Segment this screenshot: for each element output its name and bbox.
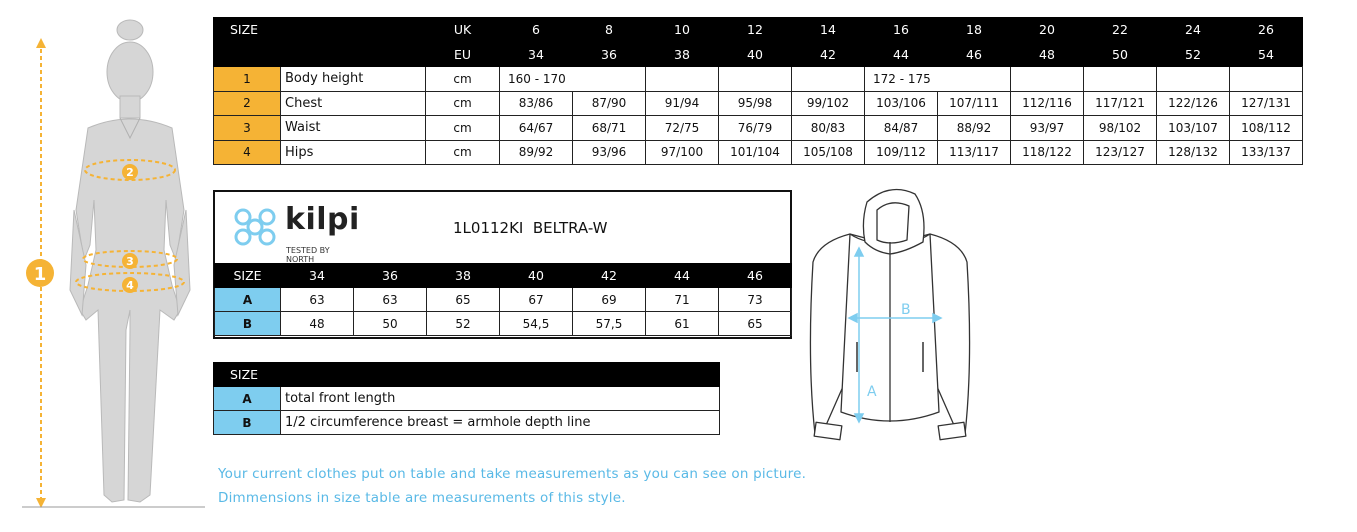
table-row bbox=[215, 312, 792, 336]
table-row bbox=[214, 116, 1303, 141]
table-row bbox=[214, 140, 1303, 165]
table-cell: 127/131 bbox=[1230, 91, 1303, 116]
table-cell: 93/97 bbox=[1011, 116, 1084, 141]
table-cell: 83/86 bbox=[500, 91, 573, 116]
legend-header: SIZE bbox=[214, 363, 281, 387]
table-row bbox=[215, 288, 792, 312]
table-cell: 48 bbox=[281, 312, 354, 336]
eu-size: 44 bbox=[865, 42, 938, 67]
row-label: Hips bbox=[281, 140, 426, 165]
instruction-note: Dimmensions in size table are measurements of this style. bbox=[218, 490, 626, 506]
table-cell: 54,5 bbox=[500, 312, 573, 336]
row-unit: cm bbox=[426, 91, 500, 116]
uk-label: UK bbox=[426, 18, 500, 43]
legend-text: 1/2 circumference breast = armhole depth line bbox=[281, 411, 720, 435]
row-unit: cm bbox=[426, 67, 500, 92]
row-number: 1 bbox=[214, 67, 281, 92]
table-cell: 67 bbox=[500, 288, 573, 312]
table-cell: 71 bbox=[646, 288, 719, 312]
row-label: Body height bbox=[281, 67, 426, 92]
uk-size: 16 bbox=[865, 18, 938, 43]
brand-tagline: TESTED BY NORTH bbox=[286, 246, 330, 264]
product-size: 42 bbox=[573, 264, 646, 288]
product-size: 34 bbox=[281, 264, 354, 288]
table-cell: 64/67 bbox=[500, 116, 573, 141]
table-cell: 97/100 bbox=[646, 140, 719, 165]
uk-size: 26 bbox=[1230, 18, 1303, 43]
size-table bbox=[213, 17, 1303, 165]
jacket-label-a: A bbox=[867, 384, 877, 400]
uk-size: 8 bbox=[573, 18, 646, 43]
row-label: A bbox=[215, 288, 281, 312]
table-cell: 123/127 bbox=[1084, 140, 1157, 165]
table-cell: 103/106 bbox=[865, 91, 938, 116]
table-cell: 99/102 bbox=[792, 91, 865, 116]
uk-size: 18 bbox=[938, 18, 1011, 43]
product-size-table bbox=[214, 263, 792, 336]
product-title bbox=[453, 219, 608, 237]
product-size: 36 bbox=[354, 264, 427, 288]
eu-size: 34 bbox=[500, 42, 573, 67]
table-cell: 52 bbox=[427, 312, 500, 336]
product-box bbox=[213, 190, 792, 339]
table-cell: 172 - 175 bbox=[865, 67, 1011, 92]
table-cell: 108/112 bbox=[1230, 116, 1303, 141]
table-cell: 91/94 bbox=[646, 91, 719, 116]
table-cell: 118/122 bbox=[1011, 140, 1084, 165]
table-cell: 103/107 bbox=[1157, 116, 1230, 141]
brand-logo bbox=[229, 202, 359, 262]
uk-size: 24 bbox=[1157, 18, 1230, 43]
uk-size: 6 bbox=[500, 18, 573, 43]
eu-size: 40 bbox=[719, 42, 792, 67]
jacket-diagram bbox=[805, 182, 975, 447]
row-number: 3 bbox=[214, 116, 281, 141]
product-size: 40 bbox=[500, 264, 573, 288]
table-cell: 76/79 bbox=[719, 116, 792, 141]
eu-size: 38 bbox=[646, 42, 719, 67]
row-number: 2 bbox=[214, 91, 281, 116]
product-name: BELTRA-W bbox=[532, 219, 608, 237]
product-size: 44 bbox=[646, 264, 719, 288]
table-cell: 50 bbox=[354, 312, 427, 336]
brand-name: kilpi bbox=[285, 202, 360, 237]
row-label: A bbox=[214, 387, 281, 411]
table-cell: 61 bbox=[646, 312, 719, 336]
table-cell: 68/71 bbox=[573, 116, 646, 141]
eu-size: 48 bbox=[1011, 42, 1084, 67]
eu-size: 52 bbox=[1157, 42, 1230, 67]
table-cell: 95/98 bbox=[719, 91, 792, 116]
figure-marker-3: 3 bbox=[126, 255, 134, 268]
figure-marker-1: 1 bbox=[33, 264, 47, 285]
table-cell: 107/111 bbox=[938, 91, 1011, 116]
table-cell: 113/117 bbox=[938, 140, 1011, 165]
table-cell: 101/104 bbox=[719, 140, 792, 165]
row-unit: cm bbox=[426, 116, 500, 141]
table-row bbox=[214, 411, 720, 435]
product-size-header: SIZE bbox=[215, 264, 281, 288]
table-cell: 63 bbox=[281, 288, 354, 312]
row-label: Waist bbox=[281, 116, 426, 141]
uk-size: 10 bbox=[646, 18, 719, 43]
table-cell: 89/92 bbox=[500, 140, 573, 165]
table-cell: 63 bbox=[354, 288, 427, 312]
table-row bbox=[214, 387, 720, 411]
table-cell: 133/137 bbox=[1230, 140, 1303, 165]
table-cell: 57,5 bbox=[573, 312, 646, 336]
row-label: Chest bbox=[281, 91, 426, 116]
instruction-note: Your current clothes put on table and take measurements as you can see on picture. bbox=[218, 466, 807, 482]
table-cell: 84/87 bbox=[865, 116, 938, 141]
jacket-label-b: B bbox=[901, 302, 911, 318]
eu-size: 54 bbox=[1230, 42, 1303, 67]
table-cell: 69 bbox=[573, 288, 646, 312]
eu-size: 46 bbox=[938, 42, 1011, 67]
table-cell: 98/102 bbox=[1084, 116, 1157, 141]
size-table-uk-row bbox=[214, 18, 1303, 43]
row-unit: cm bbox=[426, 140, 500, 165]
table-row bbox=[214, 91, 1303, 116]
size-table-header: SIZE bbox=[214, 18, 281, 43]
table-cell: 65 bbox=[427, 288, 500, 312]
uk-size: 22 bbox=[1084, 18, 1157, 43]
product-size: 46 bbox=[719, 264, 792, 288]
row-label: B bbox=[215, 312, 281, 336]
eu-label: EU bbox=[426, 42, 500, 67]
kilpi-knot-icon bbox=[229, 206, 281, 248]
table-cell: 87/90 bbox=[573, 91, 646, 116]
table-cell: 88/92 bbox=[938, 116, 1011, 141]
figure-marker-2: 2 bbox=[126, 166, 134, 179]
eu-size: 36 bbox=[573, 42, 646, 67]
size-table-eu-row bbox=[214, 42, 1303, 67]
table-row bbox=[214, 67, 1303, 92]
product-code: 1L0112KI bbox=[453, 219, 524, 237]
eu-size: 42 bbox=[792, 42, 865, 67]
row-number: 4 bbox=[214, 140, 281, 165]
body-measurement-figure bbox=[0, 10, 215, 525]
product-size: 38 bbox=[427, 264, 500, 288]
row-label: B bbox=[214, 411, 281, 435]
uk-size: 14 bbox=[792, 18, 865, 43]
table-cell: 112/116 bbox=[1011, 91, 1084, 116]
table-cell: 93/96 bbox=[573, 140, 646, 165]
table-cell: 122/126 bbox=[1157, 91, 1230, 116]
table-cell: 72/75 bbox=[646, 116, 719, 141]
table-cell: 117/121 bbox=[1084, 91, 1157, 116]
legend-text: total front length bbox=[281, 387, 720, 411]
legend-table bbox=[213, 362, 720, 435]
eu-size: 50 bbox=[1084, 42, 1157, 67]
table-cell: 160 - 170 bbox=[500, 67, 646, 92]
table-cell: 80/83 bbox=[792, 116, 865, 141]
table-cell: 128/132 bbox=[1157, 140, 1230, 165]
uk-size: 20 bbox=[1011, 18, 1084, 43]
table-cell: 105/108 bbox=[792, 140, 865, 165]
table-cell: 65 bbox=[719, 312, 792, 336]
table-cell: 109/112 bbox=[865, 140, 938, 165]
uk-size: 12 bbox=[719, 18, 792, 43]
table-cell: 73 bbox=[719, 288, 792, 312]
figure-marker-4: 4 bbox=[126, 279, 134, 292]
